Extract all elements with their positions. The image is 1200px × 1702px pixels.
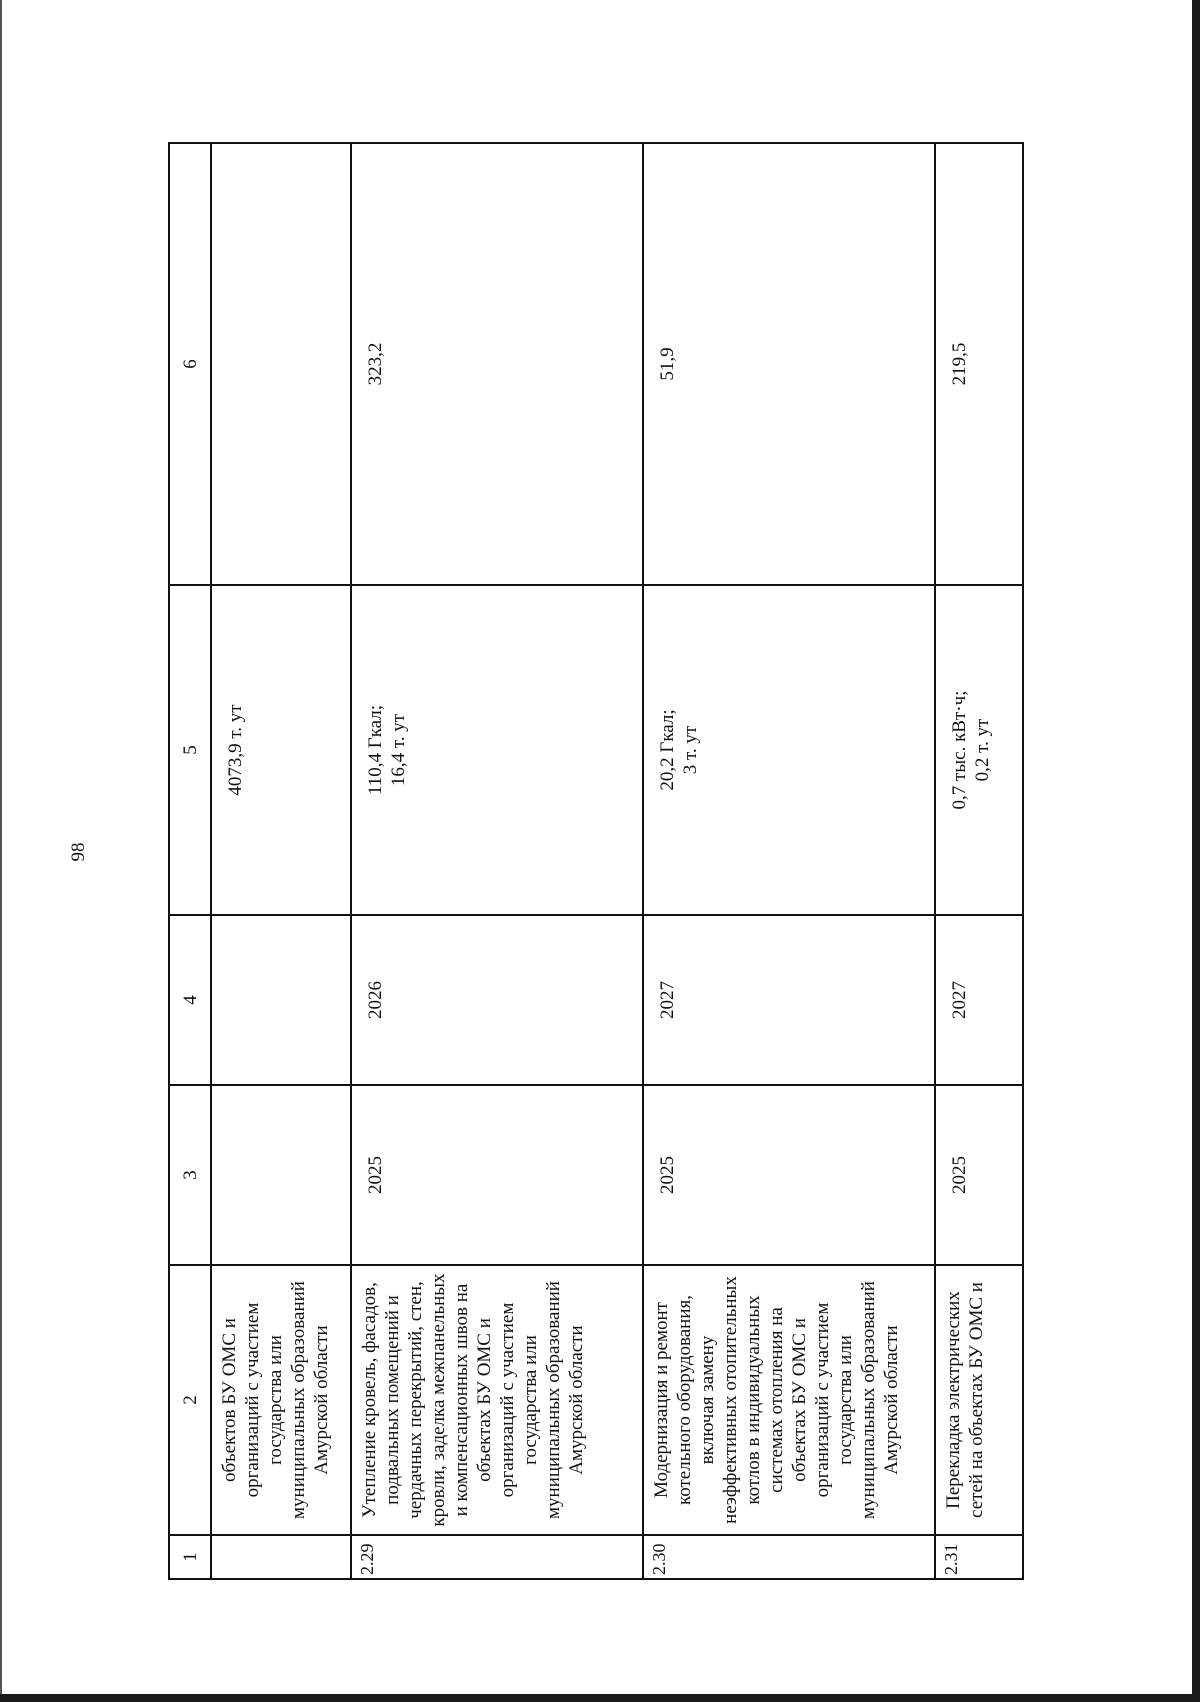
cost: 323,2 — [351, 143, 643, 585]
effect — [351, 585, 643, 915]
cost: 219,5 — [935, 143, 1023, 585]
table-row — [211, 143, 351, 1579]
header-cell: 2 — [169, 1265, 211, 1535]
start-year — [211, 1085, 351, 1265]
row-number: 2.30 — [643, 1535, 935, 1579]
effect — [935, 585, 1023, 915]
start-year: 2025 — [643, 1085, 935, 1265]
effect-line-1: 110,4 Гкал; — [365, 704, 386, 796]
measure-name: Перекладка электрических сетей на объектах БУ ОМС и — [935, 1265, 1023, 1535]
cost — [211, 143, 351, 585]
effect — [643, 585, 935, 915]
start-year: 2025 — [935, 1085, 1023, 1265]
effect — [211, 585, 351, 915]
end-year: 2026 — [351, 915, 643, 1085]
measure-name: объектов БУ ОМС и организаций с участием государства или муниципальных образований Амурской области — [211, 1265, 351, 1535]
cost: 51,9 — [643, 143, 935, 585]
header-cell: 1 — [169, 1535, 211, 1579]
row-number: 2.29 — [351, 1535, 643, 1579]
page-number: 98 — [68, 842, 89, 862]
effect-line-1: 4073,9 т. ут — [225, 704, 246, 796]
end-year: 2027 — [643, 915, 935, 1085]
end-year — [211, 915, 351, 1085]
effect-line-1: 0,7 тыс. кВт·ч; — [949, 690, 970, 810]
header-cell: 5 — [169, 585, 211, 915]
effect-line-1: 20,2 Гкал; — [657, 709, 678, 791]
table-row — [351, 143, 643, 1579]
header-cell: 3 — [169, 1085, 211, 1265]
row-number: 2.31 — [935, 1535, 1023, 1579]
table-row — [643, 143, 935, 1579]
measures-table — [168, 142, 1024, 1580]
effect-line-2: 3 т. ут — [680, 725, 701, 775]
effect-line-2: 0,2 т. ут — [972, 718, 993, 782]
effect-line-2: 16,4 т. ут — [388, 713, 409, 787]
end-year: 2027 — [935, 915, 1023, 1085]
header-cell: 4 — [169, 915, 211, 1085]
header-cell: 6 — [169, 143, 211, 585]
table-row — [935, 143, 1023, 1579]
table-header-row — [169, 143, 211, 1579]
row-number — [211, 1535, 351, 1579]
measure-name: Модернизация и ремонт котельного оборудования, включая замену неэффективных отопительных котлов в индивидуальных системах отопления на объектах БУ ОМС и организаций с участием государства или муниципальных образований Амурской области — [643, 1265, 935, 1535]
measure-name: Утепление кровель, фасадов, подвальных помещений и чердачных перекрытий, стен, кровли, заделка межпанельных и компенсационных швов на объектах БУ ОМС и организаций с участием государства или муниципальных образований Амурской области — [351, 1265, 643, 1535]
start-year: 2025 — [351, 1085, 643, 1265]
